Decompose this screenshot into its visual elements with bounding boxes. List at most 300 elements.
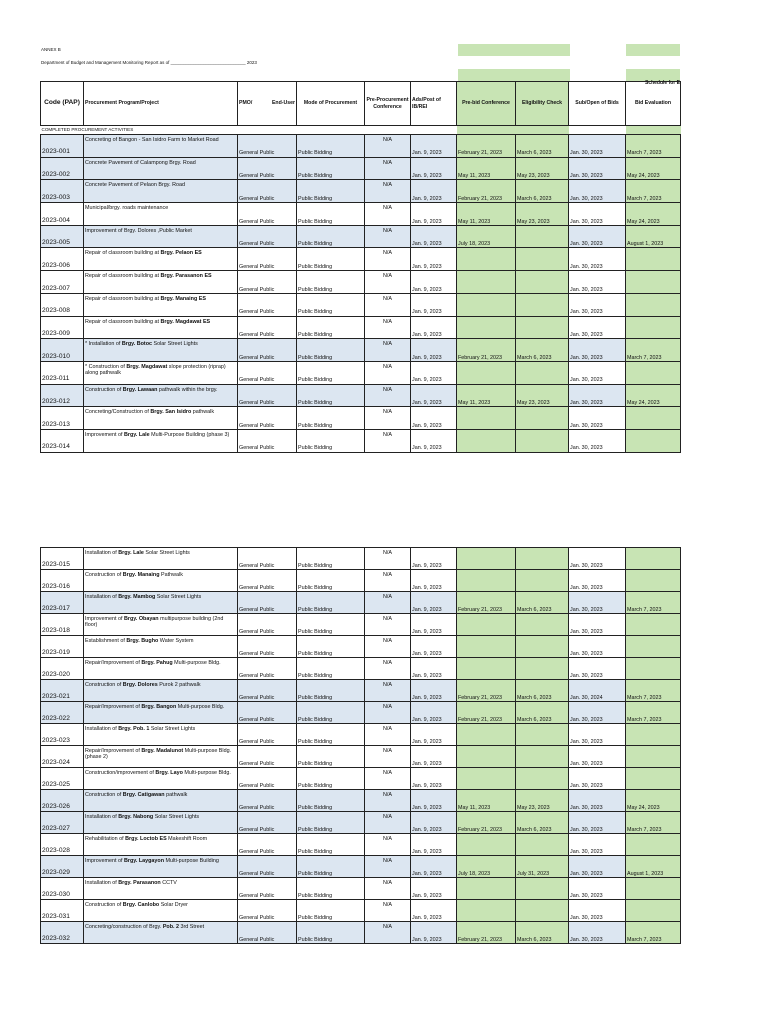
cell-end-user: General Public — [238, 658, 297, 680]
cell-ads: Jan. 9, 2023 — [411, 790, 457, 812]
project-text-post: Concrete Pavement of Calampong Brgy. Road — [85, 159, 196, 166]
cell-sub-open: Jan. 30, 2023 — [569, 658, 626, 680]
cell-bid-evaluation — [626, 746, 681, 768]
cell-end-user: General Public — [238, 293, 297, 316]
project-text-post: Multi-purpose Bldg. — [176, 704, 225, 710]
project-barangay: Brgy. Botoc — [121, 341, 153, 348]
cell-bid-evaluation — [626, 658, 681, 680]
table-row — [41, 157, 681, 180]
cell-ads: Jan. 9, 2023 — [411, 680, 457, 702]
cell-project — [84, 592, 238, 614]
table-header-row — [41, 82, 681, 126]
project-text-post: Pathwalk — [159, 572, 183, 578]
cell-sub-open: Jan. 30, 2023 — [569, 248, 626, 271]
cell-code: 2023-024 — [41, 746, 84, 768]
cell-ads: Jan. 9, 2023 — [411, 856, 457, 878]
cell-pre-procurement: N/A — [365, 157, 411, 180]
cell-pre-procurement: N/A — [365, 658, 411, 680]
cell-pre-procurement: N/A — [365, 248, 411, 271]
project-text-pre: Improvement of Brgy. Dolores ,Public Market — [85, 227, 192, 234]
cell-project — [84, 614, 238, 636]
project-text-post: Multi-purpose Bldg. — [182, 770, 231, 776]
cell-ads: Jan. 9, 2023 — [411, 768, 457, 790]
cell-pre-procurement: N/A — [365, 834, 411, 856]
header-green-block — [458, 69, 570, 81]
cell-sub-open: Jan. 30, 2023 — [569, 746, 626, 768]
annex-label: ANNEX B — [41, 47, 61, 52]
cell-prebid — [457, 407, 516, 430]
cell-code: 2023-017 — [41, 592, 84, 614]
project-text-pre: Rehabilitation of — [85, 836, 126, 842]
cell-prebid: February 21, 2023 — [457, 812, 516, 834]
cell-pre-procurement: N/A — [365, 384, 411, 407]
table-row — [41, 856, 681, 878]
cell-bid-evaluation — [626, 768, 681, 790]
cell-sub-open: Jan. 30, 2023 — [569, 180, 626, 203]
project-text-pre: Repair of classroom building at — [85, 318, 161, 325]
table-row — [41, 548, 681, 570]
project-text-pre: Concreting/construction of Brgy. — [85, 924, 163, 930]
cell-end-user: General Public — [238, 900, 297, 922]
cell-pre-procurement: N/A — [365, 135, 411, 158]
cell-sub-open: Jan. 30, 2023 — [569, 768, 626, 790]
cell-code: 2023-007 — [41, 271, 84, 294]
table-body — [41, 135, 681, 453]
cell-bid-evaluation: March 7, 2023 — [626, 135, 681, 158]
cell-prebid: February 21, 2023 — [457, 680, 516, 702]
project-barangay: Brgy. Canlobo — [122, 902, 160, 908]
project-barangay: Brgy. Nabong — [118, 814, 154, 820]
cell-ads: Jan. 9, 2023 — [411, 724, 457, 746]
project-text-pre: * Installation of — [85, 341, 122, 348]
cell-code: 2023-019 — [41, 636, 84, 658]
cell-pre-procurement: N/A — [365, 316, 411, 339]
project-text-pre: Installation of — [85, 594, 119, 600]
project-text-pre: Repair/Improvement of — [85, 660, 142, 666]
project-text-pre: Installation of — [85, 880, 119, 886]
cell-ads: Jan. 9, 2023 — [411, 135, 457, 158]
cell-sub-open: Jan. 30, 2023 — [569, 203, 626, 226]
header-green-block — [626, 44, 680, 56]
procurement-table-page-1 — [40, 81, 681, 453]
cell-sub-open: Jan. 30, 2024 — [569, 680, 626, 702]
project-barangay: Brgy. Parasanon ES — [160, 273, 212, 280]
cell-mode: Public Bidding — [297, 361, 365, 384]
cell-bid-evaluation — [626, 548, 681, 570]
cell-project — [84, 570, 238, 592]
cell-mode: Public Bidding — [297, 636, 365, 658]
cell-prebid: July 18, 2023 — [457, 856, 516, 878]
cell-ads: Jan. 9, 2023 — [411, 636, 457, 658]
cell-pre-procurement: N/A — [365, 225, 411, 248]
cell-bid-evaluation — [626, 271, 681, 294]
cell-pre-procurement: N/A — [365, 203, 411, 226]
cell-prebid: May 11, 2023 — [457, 157, 516, 180]
cell-code: 2023-025 — [41, 768, 84, 790]
cell-end-user: General Public — [238, 878, 297, 900]
cell-ads: Jan. 9, 2023 — [411, 271, 457, 294]
cell-ads: Jan. 9, 2023 — [411, 570, 457, 592]
cell-sub-open: Jan. 30, 2023 — [569, 157, 626, 180]
cell-prebid: May 11, 2023 — [457, 790, 516, 812]
cell-prebid: February 21, 2023 — [457, 135, 516, 158]
cell-pre-procurement: N/A — [365, 922, 411, 944]
table-row — [41, 636, 681, 658]
cell-prebid — [457, 900, 516, 922]
cell-mode: Public Bidding — [297, 570, 365, 592]
cell-pre-procurement: N/A — [365, 680, 411, 702]
project-text-pre: * Construction of — [85, 363, 127, 370]
project-text-pre: Construction of — [85, 386, 123, 393]
cell-pre-procurement: N/A — [365, 293, 411, 316]
cell-pre-procurement: N/A — [365, 746, 411, 768]
cell-pre-procurement: N/A — [365, 429, 411, 452]
cell-sub-open: Jan. 30, 2023 — [569, 724, 626, 746]
cell-eligibility — [516, 614, 569, 636]
cell-prebid: February 21, 2023 — [457, 339, 516, 362]
cell-ads: Jan. 9, 2023 — [411, 361, 457, 384]
project-text-pre: Installation of — [85, 726, 119, 732]
cell-pre-procurement: N/A — [365, 570, 411, 592]
project-text-pre: Improvement of — [85, 858, 124, 864]
cell-pre-procurement: N/A — [365, 592, 411, 614]
cell-bid-evaluation — [626, 570, 681, 592]
project-text-post: CCTV — [160, 880, 177, 886]
cell-code: 2023-028 — [41, 834, 84, 856]
cell-mode: Public Bidding — [297, 878, 365, 900]
cell-project — [84, 856, 238, 878]
cell-code: 2023-031 — [41, 900, 84, 922]
project-text-pre: Installation of — [85, 550, 119, 556]
cell-pre-procurement: N/A — [365, 548, 411, 570]
cell-project — [84, 878, 238, 900]
cell-code: 2023-020 — [41, 658, 84, 680]
table-row — [41, 812, 681, 834]
project-barangay: Brgy. Magdawat — [126, 363, 168, 370]
col-procurement: Procurement Program/Project — [84, 82, 238, 126]
cell-bid-evaluation — [626, 636, 681, 658]
project-text-pre: Concreting/Construction of — [85, 409, 151, 416]
cell-eligibility — [516, 570, 569, 592]
cell-sub-open: Jan. 30, 2023 — [569, 878, 626, 900]
cell-sub-open: Jan. 30, 2023 — [569, 834, 626, 856]
project-barangay: Brgy. Dolores — [122, 682, 158, 688]
project-text-pre: Installation of — [85, 814, 119, 820]
cell-ads: Jan. 9, 2023 — [411, 316, 457, 339]
project-text-post: multipurpose building (2nd floor) — [85, 616, 224, 629]
cell-sub-open: Jan. 30, 2023 — [569, 702, 626, 724]
cell-eligibility: March 6, 2023 — [516, 135, 569, 158]
cell-bid-evaluation: March 7, 2023 — [626, 922, 681, 944]
cell-bid-evaluation — [626, 316, 681, 339]
col-elig: Eligibility Check — [516, 82, 569, 126]
table-row — [41, 922, 681, 944]
cell-prebid — [457, 746, 516, 768]
cell-code: 2023-014 — [41, 429, 84, 452]
cell-project — [84, 203, 238, 226]
cell-eligibility — [516, 429, 569, 452]
cell-mode: Public Bidding — [297, 614, 365, 636]
cell-eligibility — [516, 768, 569, 790]
cell-end-user: General Public — [238, 157, 297, 180]
cell-end-user: General Public — [238, 680, 297, 702]
cell-mode: Public Bidding — [297, 407, 365, 430]
cell-bid-evaluation — [626, 248, 681, 271]
project-text-pre: Repair of classroom building at — [85, 250, 161, 257]
cell-mode: Public Bidding — [297, 548, 365, 570]
cell-sub-open: Jan. 30, 2023 — [569, 592, 626, 614]
cell-ads: Jan. 9, 2023 — [411, 339, 457, 362]
project-text-post: Purok 2 pathwalk — [157, 682, 201, 688]
cell-eligibility — [516, 361, 569, 384]
cell-ads: Jan. 9, 2023 — [411, 384, 457, 407]
cell-project — [84, 900, 238, 922]
cell-eligibility: March 6, 2023 — [516, 680, 569, 702]
project-text-post: Concreting of Bangon - San Isidro Farm to Market Road — [85, 137, 219, 143]
project-text-post: Solar Street Lights — [155, 594, 202, 600]
cell-sub-open: Jan. 30, 2023 — [569, 271, 626, 294]
cell-bid-evaluation: May 24, 2023 — [626, 384, 681, 407]
project-text-pre: Improvement of — [85, 431, 124, 438]
cell-prebid — [457, 636, 516, 658]
cell-mode: Public Bidding — [297, 225, 365, 248]
project-text-post: slope protection (riprap) along pathwalk — [85, 363, 226, 377]
table-row — [41, 316, 681, 339]
cell-prebid — [457, 316, 516, 339]
project-text-post: pathwalk — [164, 792, 188, 798]
cell-end-user: General Public — [238, 768, 297, 790]
cell-project — [84, 180, 238, 203]
cell-pre-procurement: N/A — [365, 900, 411, 922]
cell-eligibility: May 23, 2023 — [516, 203, 569, 226]
cell-eligibility — [516, 636, 569, 658]
cell-mode: Public Bidding — [297, 680, 365, 702]
cell-project — [84, 790, 238, 812]
cell-end-user: General Public — [238, 746, 297, 768]
project-barangay: Brgy. Pelaon ES — [160, 250, 202, 257]
cell-prebid — [457, 271, 516, 294]
project-text-post: Water System — [158, 638, 194, 644]
cell-project — [84, 429, 238, 452]
cell-sub-open: Jan. 30, 2023 — [569, 614, 626, 636]
cell-end-user: General Public — [238, 135, 297, 158]
cell-mode: Public Bidding — [297, 702, 365, 724]
cell-bid-evaluation — [626, 407, 681, 430]
cell-bid-evaluation: March 7, 2023 — [626, 812, 681, 834]
cell-sub-open: Jan. 30, 2023 — [569, 384, 626, 407]
cell-pre-procurement: N/A — [365, 812, 411, 834]
cell-end-user: General Public — [238, 724, 297, 746]
cell-code: 2023-006 — [41, 248, 84, 271]
cell-project — [84, 768, 238, 790]
table-row — [41, 834, 681, 856]
cell-eligibility: March 6, 2023 — [516, 180, 569, 203]
cell-code: 2023-012 — [41, 384, 84, 407]
cell-end-user: General Public — [238, 248, 297, 271]
cell-sub-open: Jan. 30, 2023 — [569, 636, 626, 658]
table-row — [41, 680, 681, 702]
cell-mode: Public Bidding — [297, 922, 365, 944]
cell-sub-open: Jan. 30, 2023 — [569, 570, 626, 592]
cell-end-user: General Public — [238, 180, 297, 203]
table-row — [41, 429, 681, 452]
table-row — [41, 384, 681, 407]
cell-end-user: General Public — [238, 702, 297, 724]
cell-bid-evaluation — [626, 900, 681, 922]
cell-code: 2023-011 — [41, 361, 84, 384]
cell-ads: Jan. 9, 2023 — [411, 614, 457, 636]
project-text-post: Makeshift Room — [166, 836, 208, 842]
cell-ads: Jan. 9, 2023 — [411, 746, 457, 768]
section-row — [41, 126, 681, 135]
project-barangay: Brgy. Lale — [123, 431, 150, 438]
cell-sub-open: Jan. 30, 2023 — [569, 293, 626, 316]
cell-pre-procurement: N/A — [365, 878, 411, 900]
table-row — [41, 203, 681, 226]
project-text-post: pathwalk — [191, 409, 215, 416]
cell-mode: Public Bidding — [297, 900, 365, 922]
cell-code: 2023-010 — [41, 339, 84, 362]
cell-mode: Public Bidding — [297, 248, 365, 271]
cell-mode: Public Bidding — [297, 135, 365, 158]
cell-end-user: General Public — [238, 636, 297, 658]
cell-project — [84, 384, 238, 407]
cell-end-user: General Public — [238, 614, 297, 636]
cell-end-user: General Public — [238, 922, 297, 944]
cell-prebid — [457, 248, 516, 271]
col-sub: Sub/Open of Bids — [569, 82, 626, 126]
cell-project — [84, 636, 238, 658]
cell-code: 2023-004 — [41, 203, 84, 226]
cell-mode: Public Bidding — [297, 812, 365, 834]
cell-bid-evaluation: August 1, 2023 — [626, 225, 681, 248]
cell-end-user: General Public — [238, 812, 297, 834]
cell-code: 2023-021 — [41, 680, 84, 702]
project-barangay: Brgy. San Isidro — [150, 409, 192, 416]
cell-mode: Public Bidding — [297, 203, 365, 226]
cell-code: 2023-027 — [41, 812, 84, 834]
project-barangay: Brgy. Bugho — [126, 638, 159, 644]
table-row — [41, 878, 681, 900]
table-row — [41, 658, 681, 680]
cell-bid-evaluation — [626, 878, 681, 900]
cell-bid-evaluation — [626, 293, 681, 316]
cell-code: 2023-016 — [41, 570, 84, 592]
project-text-pre: Repair of classroom building at — [85, 273, 161, 280]
project-text-post: Solar Street Lights — [143, 550, 190, 556]
col-bideval: Bid Evaluation — [626, 82, 681, 126]
cell-code: 2023-032 — [41, 922, 84, 944]
col-enduser-label: End-User — [271, 100, 295, 107]
cell-bid-evaluation: March 7, 2023 — [626, 680, 681, 702]
project-text-post: Multi-purpose Bldg. — [172, 660, 221, 666]
project-text-pre: Construction of — [85, 682, 123, 688]
cell-mode: Public Bidding — [297, 658, 365, 680]
cell-pre-procurement: N/A — [365, 361, 411, 384]
cell-eligibility — [516, 271, 569, 294]
cell-eligibility: March 6, 2023 — [516, 812, 569, 834]
cell-project — [84, 922, 238, 944]
cell-project — [84, 834, 238, 856]
cell-mode: Public Bidding — [297, 592, 365, 614]
col-ads: Ads/Post of IB/REI — [411, 82, 457, 126]
cell-prebid — [457, 293, 516, 316]
table-row — [41, 135, 681, 158]
cell-code: 2023-009 — [41, 316, 84, 339]
cell-code: 2023-002 — [41, 157, 84, 180]
cell-eligibility — [516, 658, 569, 680]
cell-ads: Jan. 9, 2023 — [411, 900, 457, 922]
project-barangay: Brgy. Bangon — [141, 704, 177, 710]
cell-eligibility — [516, 293, 569, 316]
cell-code: 2023-005 — [41, 225, 84, 248]
cell-prebid: February 21, 2023 — [457, 592, 516, 614]
cell-mode: Public Bidding — [297, 746, 365, 768]
cell-project — [84, 658, 238, 680]
project-text-post: Solar Street Lights — [152, 341, 198, 348]
cell-ads: Jan. 9, 2023 — [411, 878, 457, 900]
project-barangay: Brgy. Pahug — [141, 660, 173, 666]
cell-end-user: General Public — [238, 570, 297, 592]
table-row — [41, 790, 681, 812]
project-barangay: Brgy. Mambog — [118, 594, 156, 600]
cell-end-user: General Public — [238, 592, 297, 614]
cell-bid-evaluation: March 7, 2023 — [626, 702, 681, 724]
cell-project — [84, 680, 238, 702]
cell-code: 2023-013 — [41, 407, 84, 430]
project-text-post: Multi-purpose Bldg. (phase 2) — [85, 748, 232, 761]
cell-eligibility — [516, 878, 569, 900]
table-row — [41, 180, 681, 203]
cell-prebid: February 21, 2023 — [457, 702, 516, 724]
cell-eligibility — [516, 407, 569, 430]
cell-eligibility: March 6, 2023 — [516, 702, 569, 724]
project-text-pre: Improvement of — [85, 616, 124, 622]
cell-ads: Jan. 9, 2023 — [411, 592, 457, 614]
project-barangay: Brgy. Lale — [118, 550, 144, 556]
cell-code: 2023-029 — [41, 856, 84, 878]
col-prebid: Pre-bid Conference — [457, 82, 516, 126]
cell-eligibility — [516, 900, 569, 922]
cell-sub-open: Jan. 30, 2023 — [569, 790, 626, 812]
cell-bid-evaluation — [626, 361, 681, 384]
cell-end-user: General Public — [238, 271, 297, 294]
cell-prebid: May 11, 2023 — [457, 384, 516, 407]
section-green-cell — [516, 126, 569, 135]
cell-end-user: General Public — [238, 339, 297, 362]
cell-end-user: General Public — [238, 225, 297, 248]
project-barangay: Brgy. Loctob ES — [125, 836, 167, 842]
cell-project — [84, 271, 238, 294]
table-body — [41, 548, 681, 944]
cell-prebid: May 11, 2023 — [457, 203, 516, 226]
cell-ads: Jan. 9, 2023 — [411, 922, 457, 944]
project-text-post: 3rd Street — [179, 924, 205, 930]
cell-ads: Jan. 9, 2023 — [411, 702, 457, 724]
cell-mode: Public Bidding — [297, 790, 365, 812]
cell-end-user: General Public — [238, 834, 297, 856]
cell-mode: Public Bidding — [297, 339, 365, 362]
cell-eligibility — [516, 746, 569, 768]
cell-project — [84, 248, 238, 271]
project-barangay: Brgy. Manaing ES — [160, 295, 206, 302]
cell-sub-open: Jan. 30, 2023 — [569, 812, 626, 834]
cell-end-user: General Public — [238, 384, 297, 407]
cell-ads: Jan. 9, 2023 — [411, 203, 457, 226]
cell-project — [84, 746, 238, 768]
cell-bid-evaluation: May 24, 2023 — [626, 157, 681, 180]
procurement-table-page-2 — [40, 547, 681, 944]
